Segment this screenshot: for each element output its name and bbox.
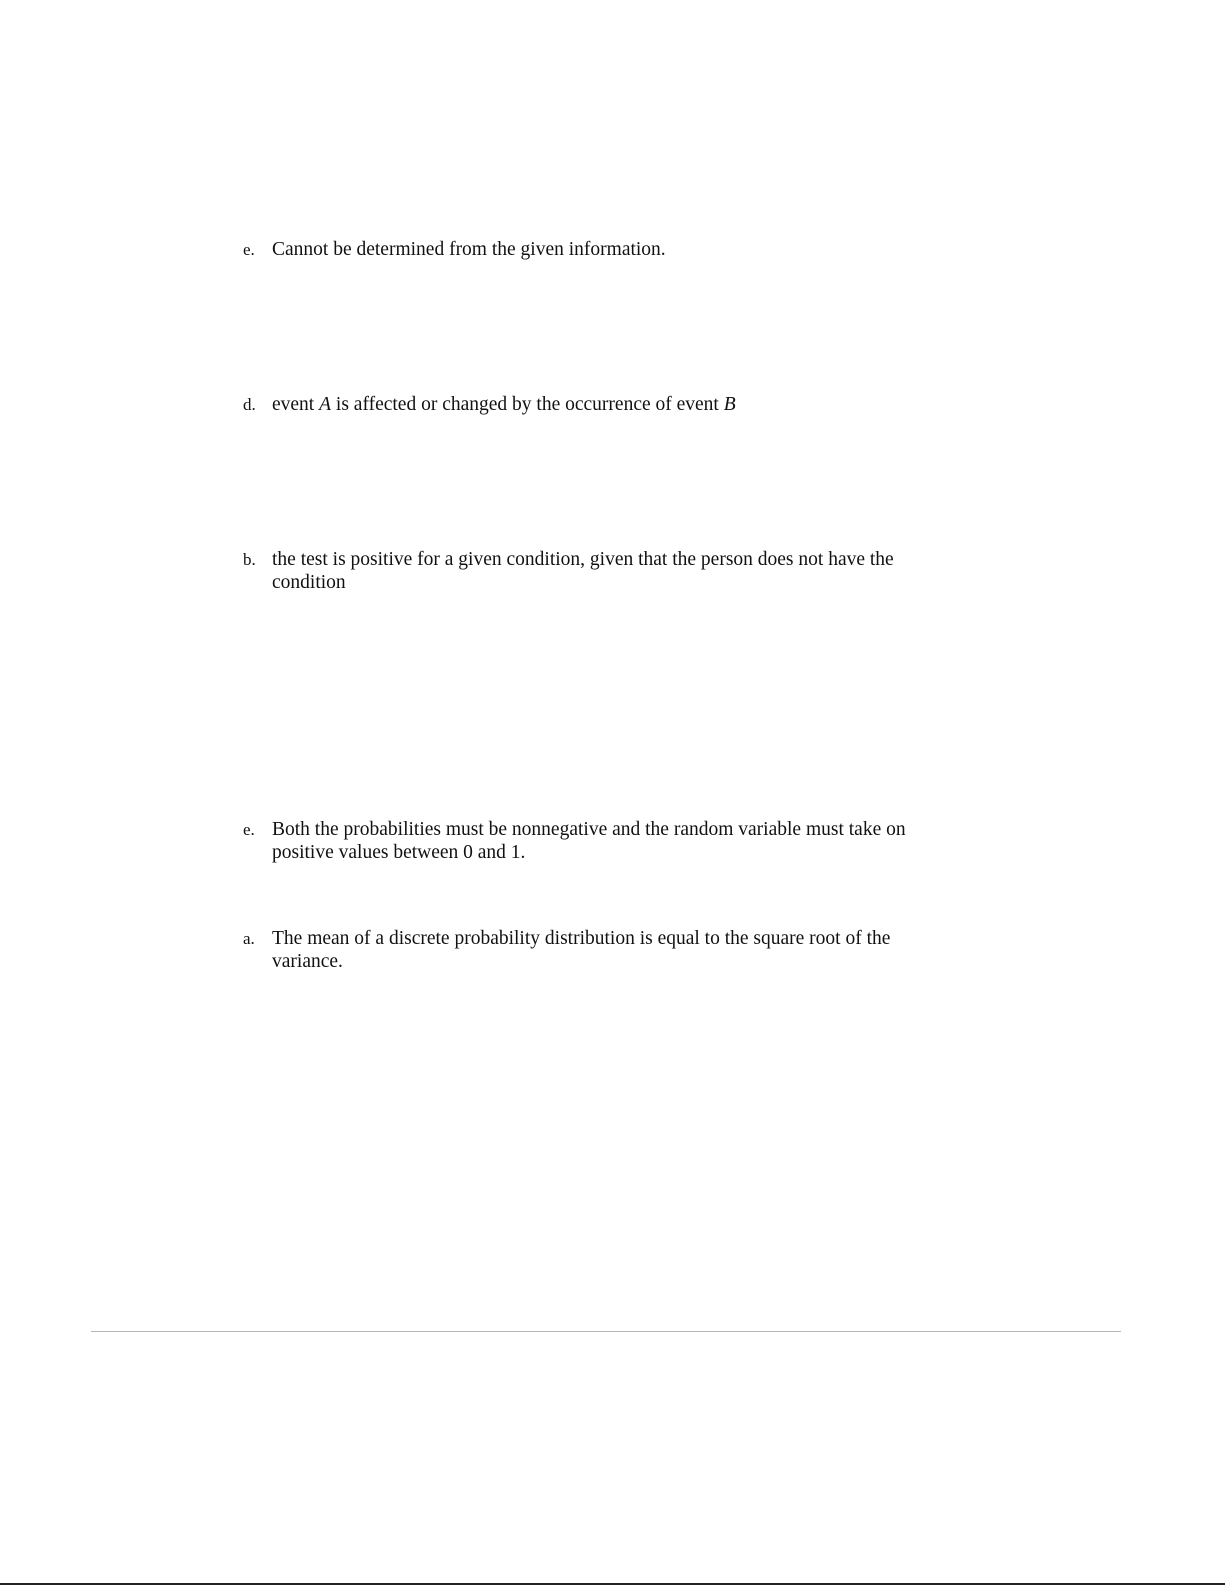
footer-divider: [91, 1331, 1121, 1332]
choice-letter: d.: [243, 395, 256, 414]
choice-text: Cannot be determined from the given information.: [272, 239, 666, 260]
event-b-variable: B: [723, 394, 736, 415]
choice-text: Both the probabilities must be nonnegative and the random variable must take on positive values between 0 and 1.: [272, 819, 906, 863]
choice-text-pre: event: [272, 394, 320, 415]
choice-text-mid: is affected or changed by the occurrence of event: [331, 394, 724, 415]
event-a-variable: A: [319, 394, 332, 415]
choice-text: The mean of a discrete probability distribution is equal to the square root of the variance.: [272, 928, 891, 972]
choice-text: the test is positive for a given condition, given that the person does not have the condition: [272, 549, 894, 593]
choice-letter: b.: [243, 550, 256, 569]
choice-letter: e.: [243, 240, 255, 259]
choice-text: [272, 393, 942, 416]
choice-letter: e.: [243, 820, 255, 839]
choice-letter: a.: [243, 929, 255, 948]
